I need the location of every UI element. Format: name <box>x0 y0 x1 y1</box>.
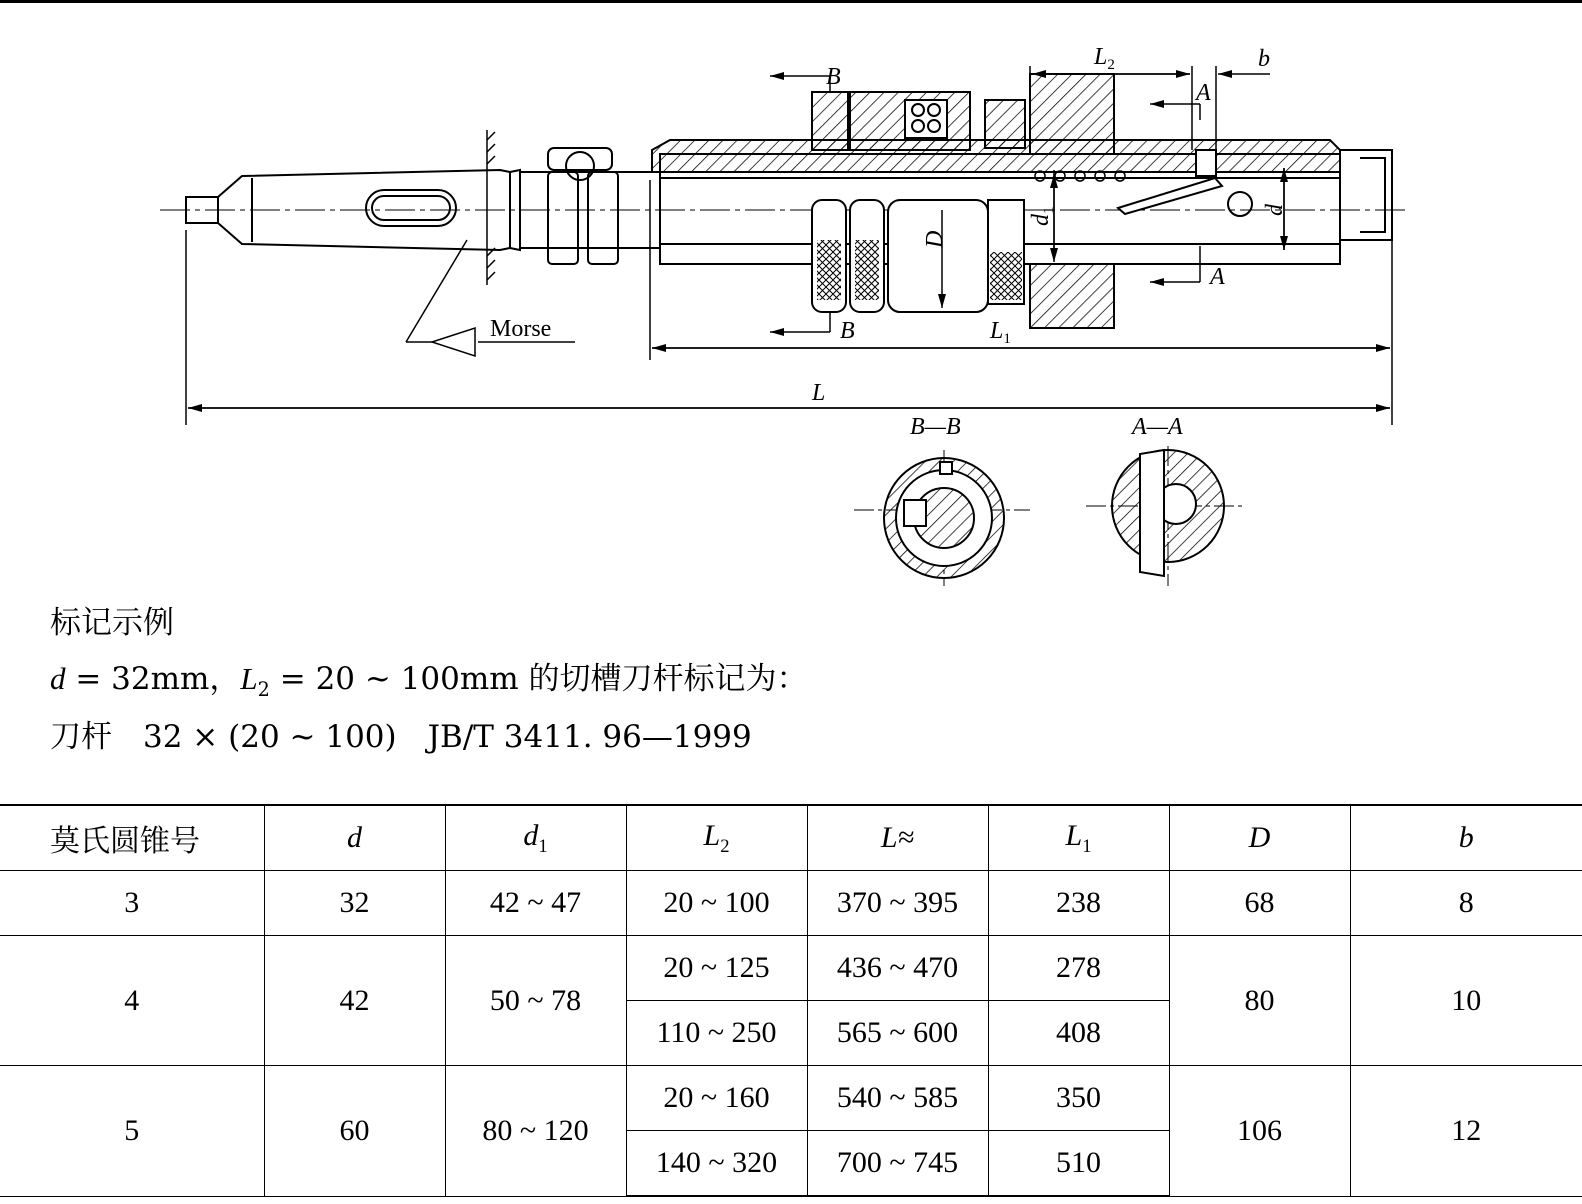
cell-L2: 110 ~ 250 <box>626 1001 807 1066</box>
cell-L: 700 ~ 745 <box>807 1131 988 1197</box>
header-d: d <box>264 805 445 871</box>
header-L2: $L_2$ <box>626 805 807 871</box>
label-D: D <box>922 230 948 248</box>
dimensions <box>186 66 1392 425</box>
example-line-2: 刀杆 32 × (20 ~ 100) JB/T 3411. 96—1999 <box>50 719 752 755</box>
cell-L2: 20 ~ 125 <box>626 936 807 1001</box>
cell-d1: 50 ~ 78 <box>445 936 626 1066</box>
tool-holder-drawing <box>0 0 1582 600</box>
cell-L1: 238 <box>988 871 1169 936</box>
example-heading: 标记示例 <box>50 605 174 641</box>
cell-b: 12 <box>1350 1066 1582 1197</box>
section-BB <box>854 450 1030 586</box>
cell-D: 80 <box>1169 936 1350 1066</box>
cell-L1: 408 <box>988 1001 1169 1066</box>
label-b: b <box>1258 46 1270 72</box>
label-A-bottom: A <box>1210 264 1225 290</box>
label-L1: $L_1$ <box>990 318 1011 347</box>
header-morse: 莫氏圆锥号 <box>0 805 264 871</box>
cell-d1: 42 ~ 47 <box>445 871 626 936</box>
cell-d: 42 <box>264 936 445 1066</box>
cell-D: 106 <box>1169 1066 1350 1197</box>
label-A-top: A <box>1196 80 1211 106</box>
cell-L: 565 ~ 600 <box>807 1001 988 1066</box>
label-d1: $d_1$ <box>1028 206 1057 226</box>
label-B-bottom: B <box>840 318 855 344</box>
label-section-BB: B—B <box>910 414 961 440</box>
header-b: b <box>1350 805 1582 871</box>
cell-L: 370 ~ 395 <box>807 871 988 936</box>
cell-L: 436 ~ 470 <box>807 936 988 1001</box>
lock-nut-assembly <box>812 92 1025 150</box>
cell-L2: 140 ~ 320 <box>626 1131 807 1197</box>
cell-L2: 20 ~ 100 <box>626 871 807 936</box>
cell-b: 10 <box>1350 936 1582 1066</box>
label-d: d <box>1262 204 1288 216</box>
table-row <box>0 1066 1582 1131</box>
cell-b: 8 <box>1350 871 1582 936</box>
cell-L1: 510 <box>988 1131 1169 1197</box>
header-L1: $L_1$ <box>988 805 1169 871</box>
cell-L2: 20 ~ 160 <box>626 1066 807 1131</box>
morse-label: Morse <box>490 316 552 342</box>
workpiece <box>1030 74 1114 328</box>
cell-d1: 80 ~ 120 <box>445 1066 626 1197</box>
label-section-AA: A—A <box>1132 414 1183 440</box>
table-row <box>0 936 1582 1001</box>
cell-morse: 4 <box>0 936 264 1066</box>
label-L: L <box>812 380 826 406</box>
cell-L1: 278 <box>988 936 1169 1001</box>
spindle-face <box>487 130 495 285</box>
header-D: D <box>1169 805 1350 871</box>
cell-D: 68 <box>1169 871 1350 936</box>
cell-d: 32 <box>264 871 445 936</box>
label-B-top: B <box>826 64 841 90</box>
label-L2: $L_2$ <box>1094 44 1115 73</box>
table-header-row <box>0 805 1582 871</box>
header-L: L≈ <box>807 805 988 871</box>
knurled-rings <box>812 200 1024 312</box>
cell-morse: 5 <box>0 1066 264 1197</box>
spec-table <box>0 804 1582 1197</box>
table-row <box>0 871 1582 936</box>
cell-morse: 3 <box>0 871 264 936</box>
example-line-1: d = 32mm，$L_2 = 20$ ~ 100mm 的切槽刀杆标记为： <box>50 661 808 702</box>
header-d1: $d_1$ <box>445 805 626 871</box>
cell-L: 540 ~ 585 <box>807 1066 988 1131</box>
cell-d: 60 <box>264 1066 445 1197</box>
section-AA <box>1086 446 1244 586</box>
cell-L1: 350 <box>988 1066 1169 1131</box>
